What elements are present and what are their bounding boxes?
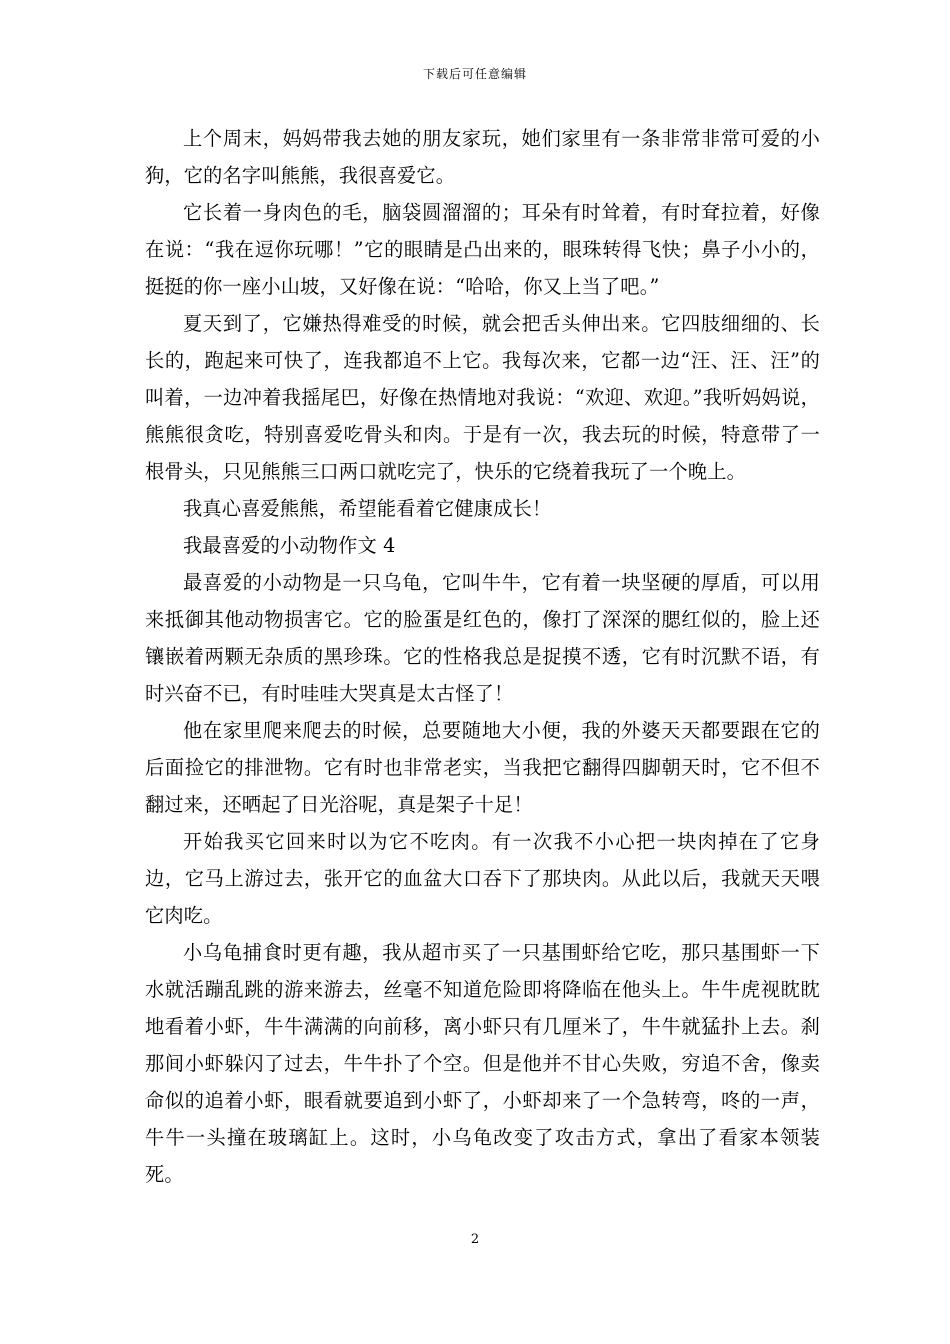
document-body — [145, 120, 820, 1193]
paragraph-turtle-intro: 最喜爱的小动物是一只乌龟，它叫牛牛，它有着一块坚硬的厚盾，可以用来抵御其他动物损害它。它的脸蛋是红色的，像打了深深的腮红似的，脸上还镶嵌着两颗无杂质的黑珍珠。它的性格我总是捉摸不透，它有时沉默不语，有时兴奋不已，有时哇哇大哭真是太古怪了！ — [145, 571, 820, 705]
paragraph-turtle-meat: 开始我买它回来时以为它不吃肉。有一次我不小心把一块肉掉在了它身边，它马上游过去，张开它的血盆大口吞下了那块肉。从此以后，我就天天喂它肉吃。 — [145, 830, 820, 927]
essay-title: 我最喜爱的小动物作文 4 — [183, 534, 396, 557]
paragraph-closing-wish: 我真心喜爱熊熊，希望能看着它健康成长！ — [183, 497, 552, 520]
page-header: 下载后可任意编辑 — [422, 67, 527, 81]
paragraph-summer-behavior: 夏天到了，它嫌热得难受的时候，就会把舌头伸出来。它四肢细细的、长长的，跑起来可快了，连我都追不上它。我每次来，它都一边“汪、汪、汪”的叫着，一边冲着我摇尾巴，好像在热情地对我说：“欢迎、欢迎。”我听妈妈说，熊熊很贪吃，特别喜爱吃骨头和肉。于是有一次，我去玩的时候，特意带了一根骨头，只见熊熊三口两口就吃完了，快乐的它绕着我玩了一个晚上。 — [145, 312, 820, 483]
paragraph-dog-appearance: 它长着一身肉色的毛，脑袋圆溜溜的；耳朵有时耸着，有时耷拉着，好像在说：“我在逗你玩哪！”它的眼睛是凸出来的，眼珠转得飞快；鼻子小小的，挺挺的你一座小山坡，又好像在说：“哈哈，你又上当了吧。” — [145, 201, 820, 298]
paragraph-weekend-visit: 上个周末，妈妈带我去她的朋友家玩，她们家里有一条非常非常可爱的小狗，它的名字叫熊熊，我很喜爱它。 — [145, 127, 820, 187]
page-number: 2 — [470, 1232, 480, 1247]
paragraph-turtle-hunting: 小乌龟捕食时更有趣，我从超市买了一只基围虾给它吃，那只基围虾一下水就活蹦乱跳的游来游去，丝毫不知道危险即将降临在他头上。牛牛虎视眈眈地看着小虾，牛牛满满的向前移，离小虾只有几厘米了，牛牛就猛扑上去。刹那间小虾躲闪了过去，牛牛扑了个空。但是他并不甘心失败，穷追不舍，像卖命似的追着小虾，眼看就要追到小虾了，小虾却来了一个急转弯，咚的一声，牛牛一头撞在玻璃缸上。这时，小乌龟改变了攻击方式，拿出了看家本领装死。 — [145, 941, 820, 1186]
paragraph-turtle-habits: 他在家里爬来爬去的时候，总要随地大小便，我的外婆天天都要跟在它的后面捡它的排泄物。它有时也非常老实，当我把它翻得四脚朝天时，它不但不翻过来，还晒起了日光浴呢，真是架子十足！ — [145, 719, 820, 816]
